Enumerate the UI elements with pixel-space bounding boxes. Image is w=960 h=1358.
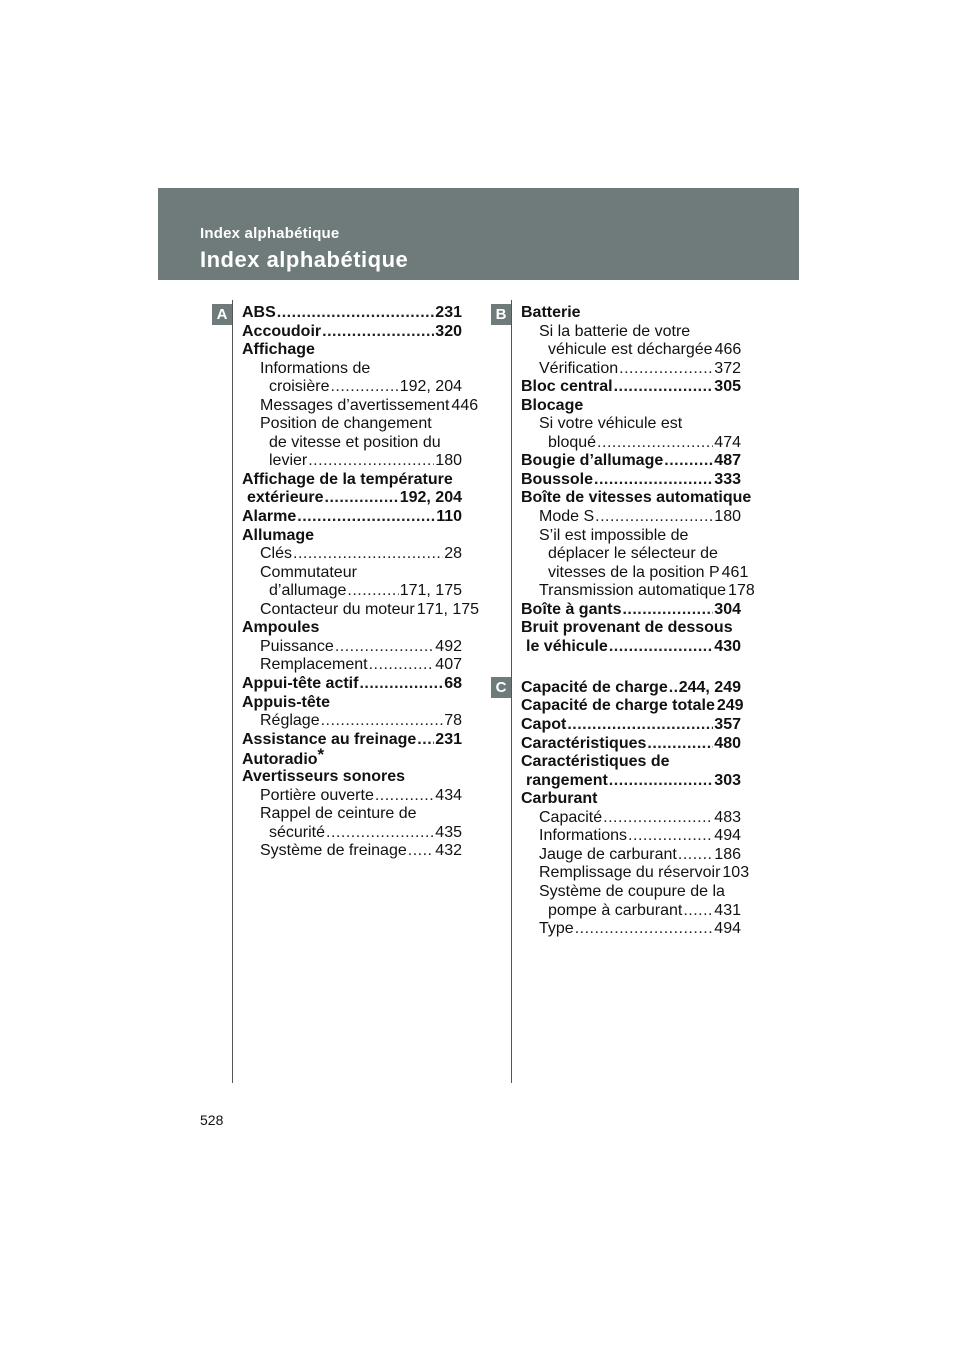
- entry-term: Caractéristiques: [521, 735, 647, 752]
- entry-term: Informations: [539, 827, 628, 844]
- index-entry: [548, 434, 741, 452]
- index-entry: [242, 527, 462, 545]
- index-entry: [539, 323, 741, 341]
- index-entry: [521, 378, 741, 396]
- entry-term: Si votre véhicule est: [539, 415, 683, 432]
- page-title: Index alphabétique: [200, 247, 409, 272]
- index-entry: [260, 397, 479, 415]
- index-entry: [539, 920, 741, 938]
- index-entry: [521, 697, 744, 715]
- index-entry: [521, 679, 741, 697]
- entry-page: 244, 249: [678, 679, 741, 696]
- entry-term: Rappel de ceinture de: [260, 805, 417, 822]
- entry-page: 180: [435, 452, 462, 469]
- entry-term: Puissance: [260, 638, 334, 655]
- index-entry: [539, 809, 741, 827]
- index-entry: [521, 304, 741, 322]
- entry-page: 305: [714, 378, 741, 395]
- entry-term: Appui-tête actif: [242, 675, 359, 692]
- entry-page: 407: [435, 656, 462, 673]
- dot-leader: [297, 508, 435, 526]
- entry-page: 487: [714, 452, 741, 469]
- index-entry: [521, 790, 741, 808]
- index-entry: [242, 341, 462, 359]
- index-entry: [269, 434, 462, 452]
- column-divider-middle: [511, 300, 512, 1083]
- index-entry: [521, 735, 741, 753]
- index-entry: [269, 582, 462, 600]
- index-entry: [260, 712, 462, 730]
- dot-leader: [322, 323, 434, 341]
- entry-page: 446: [451, 397, 479, 414]
- entry-term: d’allumage: [269, 582, 347, 599]
- dot-leader: [609, 772, 714, 790]
- entry-term: ABS: [242, 304, 276, 321]
- entry-term: Affichage de la température: [242, 471, 453, 488]
- index-entry: [521, 601, 741, 619]
- dot-leader: [347, 582, 398, 600]
- entry-term: levier: [269, 452, 308, 469]
- section-letter-b: B: [491, 304, 511, 325]
- index-entry: [260, 842, 462, 860]
- index-entry: [539, 883, 741, 901]
- index-entry: [260, 656, 462, 674]
- entry-term: vitesses de la position P: [548, 564, 720, 581]
- dot-leader: [375, 787, 434, 805]
- index-entry: [548, 564, 749, 582]
- entry-page: 171, 175: [399, 582, 462, 599]
- section-letter-a: A: [212, 304, 232, 325]
- entry-term: pompe à carburant: [548, 902, 683, 919]
- dot-leader: [669, 679, 678, 697]
- dot-leader: [326, 824, 434, 842]
- entry-term: Carburant: [521, 790, 598, 807]
- index-entry: [539, 827, 741, 845]
- index-entry: [539, 864, 750, 882]
- entry-term: Capacité de charge: [521, 679, 668, 696]
- entry-term: Commutateur: [260, 564, 357, 581]
- index-entry: [242, 323, 462, 341]
- entry-page: 432: [435, 842, 462, 859]
- entry-page: 68: [444, 675, 462, 692]
- dot-leader: [595, 508, 713, 526]
- index-entry: [539, 360, 741, 378]
- entry-term: extérieure: [247, 489, 324, 506]
- entry-page: 492: [435, 638, 462, 655]
- entry-term: S’il est impossible de: [539, 527, 689, 544]
- index-entry: [539, 527, 741, 545]
- dot-leader: [369, 656, 435, 674]
- dot-leader: [293, 545, 443, 563]
- entry-term: Position de changement: [260, 415, 432, 432]
- entry-term: Bougie d’allumage: [521, 452, 664, 469]
- entry-term: Blocage: [521, 397, 584, 414]
- entry-page: 434: [435, 787, 462, 804]
- dot-leader: [321, 712, 444, 730]
- entry-term: Bloc central: [521, 378, 613, 395]
- entry-term: le véhicule: [526, 638, 608, 655]
- entry-term: Capacité: [539, 809, 603, 826]
- index-entry: [521, 397, 741, 415]
- header-subtitle: Index alphabétique: [200, 225, 340, 242]
- entry-term: Vérification: [539, 360, 619, 377]
- dot-leader: [597, 434, 713, 452]
- index-entry: [260, 805, 462, 823]
- dot-leader: [408, 842, 435, 860]
- dot-leader: [683, 902, 713, 920]
- entry-page: 494: [714, 827, 741, 844]
- entry-term: Appuis-tête: [242, 694, 330, 711]
- entry-term: Remplacement: [260, 656, 368, 673]
- entry-term: Portière ouverte: [260, 787, 374, 804]
- entry-term: sécurité: [269, 824, 326, 841]
- entry-term: Réglage: [260, 712, 320, 729]
- index-entry: [242, 508, 462, 526]
- index-entry: [260, 638, 462, 656]
- index-entry: [260, 601, 480, 619]
- entry-term: Type: [539, 920, 574, 937]
- entry-page: 304: [714, 601, 741, 618]
- entry-term: Boussole: [521, 471, 594, 488]
- dot-leader: [678, 846, 713, 864]
- index-entry: [539, 415, 741, 433]
- entry-page: 474: [714, 434, 741, 451]
- entry-page: 430: [714, 638, 741, 655]
- dot-leader: [567, 716, 713, 734]
- dot-leader: [603, 809, 713, 827]
- entry-page: 461: [721, 564, 749, 581]
- entry-term: rangement: [526, 772, 608, 789]
- dot-leader: [628, 827, 713, 845]
- dot-leader: [325, 489, 399, 507]
- entry-page: 178: [728, 582, 755, 599]
- index-entry: [260, 564, 462, 582]
- index-entry: [269, 824, 462, 842]
- entry-term: véhicule est déchargée: [548, 341, 713, 358]
- entry-page: 110: [436, 508, 462, 525]
- entry-page: 494: [714, 920, 741, 937]
- entry-term: Si la batterie de votre: [539, 323, 691, 340]
- dot-leader: [619, 360, 713, 378]
- dot-leader: [664, 452, 713, 470]
- dot-leader: [594, 471, 713, 489]
- column-divider-left: [232, 300, 233, 1083]
- entry-page: 431: [714, 902, 741, 919]
- entry-term: Autoradio: [242, 751, 318, 768]
- entry-page: 333: [714, 471, 741, 488]
- index-entry: [260, 415, 462, 433]
- asterisk-mark: *: [317, 745, 325, 764]
- entry-term: Messages d’avertissement: [260, 397, 450, 414]
- index-entry: [539, 582, 755, 600]
- dot-leader: [330, 378, 398, 396]
- entry-page: 357: [714, 716, 741, 733]
- dot-leader: [647, 735, 713, 753]
- page-number: 528: [200, 1112, 224, 1128]
- dot-leader: [308, 452, 434, 470]
- entry-page: 171, 175: [416, 601, 480, 618]
- entry-page: 103: [722, 864, 750, 881]
- dot-leader: [335, 638, 434, 656]
- index-entry: [247, 489, 462, 507]
- entry-term: Accoudoir: [242, 323, 322, 340]
- page-header: [158, 188, 799, 280]
- index-entry: [539, 508, 741, 526]
- entry-page: 231: [435, 304, 462, 321]
- index-entry: [548, 545, 741, 563]
- section-letter-c: C: [491, 677, 511, 698]
- entry-term: Jauge de carburant: [539, 846, 677, 863]
- entry-page: 249: [716, 697, 744, 714]
- entry-page: 78: [444, 712, 462, 729]
- entry-term: Informations de: [260, 360, 371, 377]
- entry-term: Boîte à gants: [521, 601, 622, 618]
- entry-page: 435: [435, 824, 462, 841]
- dot-leader: [359, 675, 443, 693]
- index-entry: [521, 489, 752, 507]
- entry-term: Ampoules: [242, 619, 320, 636]
- dot-leader: [575, 920, 714, 938]
- entry-page: 192, 204: [399, 489, 462, 506]
- entry-term: Batterie: [521, 304, 581, 321]
- entry-term: Clés: [260, 545, 293, 562]
- entry-page: 480: [714, 735, 741, 752]
- entry-page: 231: [435, 731, 462, 748]
- index-entry: [260, 787, 462, 805]
- index-entry: [526, 772, 741, 790]
- dot-leader: [277, 304, 435, 322]
- index-entry: [548, 341, 741, 359]
- index-entry: [242, 619, 462, 637]
- dot-leader: [609, 638, 713, 656]
- entry-term: Assistance au freinage: [242, 731, 417, 748]
- entry-term: Caractéristiques de: [521, 753, 670, 770]
- index-entry: [521, 716, 741, 734]
- index-entry: [539, 846, 741, 864]
- entry-page: 28: [444, 545, 462, 562]
- entry-term: Remplissage du réservoir: [539, 864, 721, 881]
- entry-page: 466: [714, 341, 742, 358]
- index-entry: [526, 638, 741, 656]
- index-entry: [242, 694, 462, 712]
- entry-term: Capacité de charge totale: [521, 697, 715, 714]
- index-entry: [242, 304, 462, 322]
- entry-term: Contacteur du moteur: [260, 601, 415, 618]
- entry-page: 483: [714, 809, 741, 826]
- index-entry: [269, 452, 462, 470]
- index-entry: [521, 753, 741, 771]
- entry-term: Alarme: [242, 508, 297, 525]
- entry-term: Capot: [521, 716, 567, 733]
- index-entry: [242, 675, 462, 693]
- index-entry: [260, 360, 462, 378]
- entry-term: Transmission automatique: [539, 582, 727, 599]
- dot-leader: [614, 378, 714, 396]
- entry-term: de vitesse et position du: [269, 434, 441, 451]
- index-entry: [242, 731, 462, 749]
- index-entry: [521, 452, 741, 470]
- entry-page: 320: [435, 323, 462, 340]
- index-entry: [242, 471, 462, 489]
- entry-term: bloqué: [548, 434, 597, 451]
- entry-page: 186: [714, 846, 741, 863]
- index-entry: [521, 471, 741, 489]
- entry-term: Bruit provenant de dessous: [521, 619, 733, 636]
- dot-leader: [417, 731, 434, 749]
- entry-page: 180: [714, 508, 741, 525]
- entry-term: Système de coupure de la: [539, 883, 725, 900]
- entry-page: 192, 204: [399, 378, 462, 395]
- index-entry: [242, 768, 462, 786]
- entry-term: Système de freinage: [260, 842, 407, 859]
- index-entry: [521, 619, 741, 637]
- entry-term: Mode S: [539, 508, 595, 525]
- entry-term: déplacer le sélecteur de: [548, 545, 718, 562]
- index-entry: [260, 545, 462, 563]
- entry-term: Affichage: [242, 341, 315, 358]
- entry-term: Allumage: [242, 527, 315, 544]
- entry-term: Boîte de vitesses automatique: [521, 489, 752, 506]
- dot-leader: [622, 601, 713, 619]
- entry-term: croisière: [269, 378, 330, 395]
- entry-term: Avertisseurs sonores: [242, 768, 406, 785]
- index-entry: [548, 902, 741, 920]
- entry-page: 372: [714, 360, 741, 377]
- entry-page: 303: [714, 772, 741, 789]
- index-entry: [269, 378, 462, 396]
- index-entry: [242, 745, 462, 768]
